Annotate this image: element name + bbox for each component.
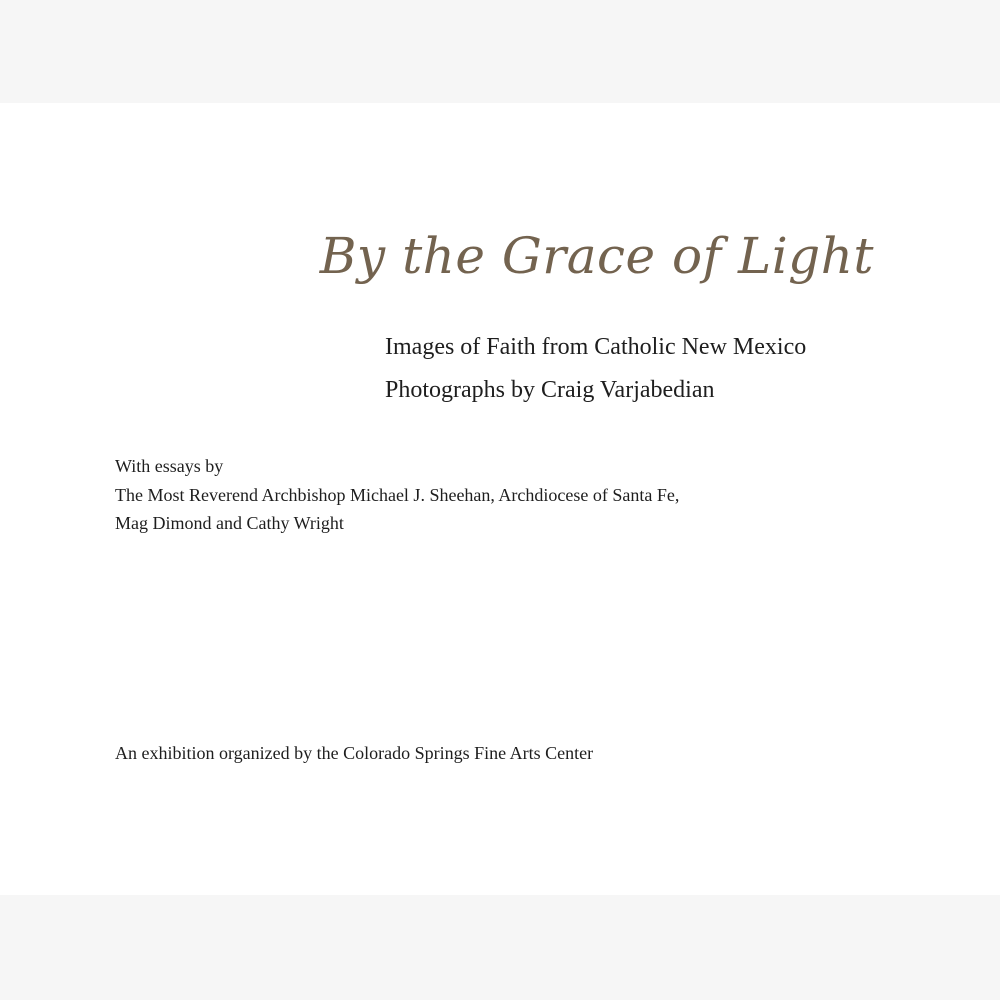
bottom-margin-band — [0, 895, 1000, 1000]
book-subtitle: Images of Faith from Catholic New Mexico — [385, 334, 807, 360]
essays-credit — [115, 452, 679, 538]
book-title: By the Grace of Light — [319, 227, 874, 285]
essays-intro: With essays by — [115, 456, 224, 476]
top-margin-band — [0, 0, 1000, 103]
exhibition-credit: An exhibition organized by the Colorado Springs Fine Arts Center — [115, 743, 594, 763]
essays-author-line-2: Mag Dimond and Cathy Wright — [115, 513, 344, 533]
title-page — [0, 103, 1000, 895]
essays-author-line-1: The Most Reverend Archbishop Michael J. Sheehan, Archdiocese of Santa Fe, — [115, 484, 680, 505]
photographer-credit: Photographs by Craig Varjabedian — [385, 377, 715, 403]
